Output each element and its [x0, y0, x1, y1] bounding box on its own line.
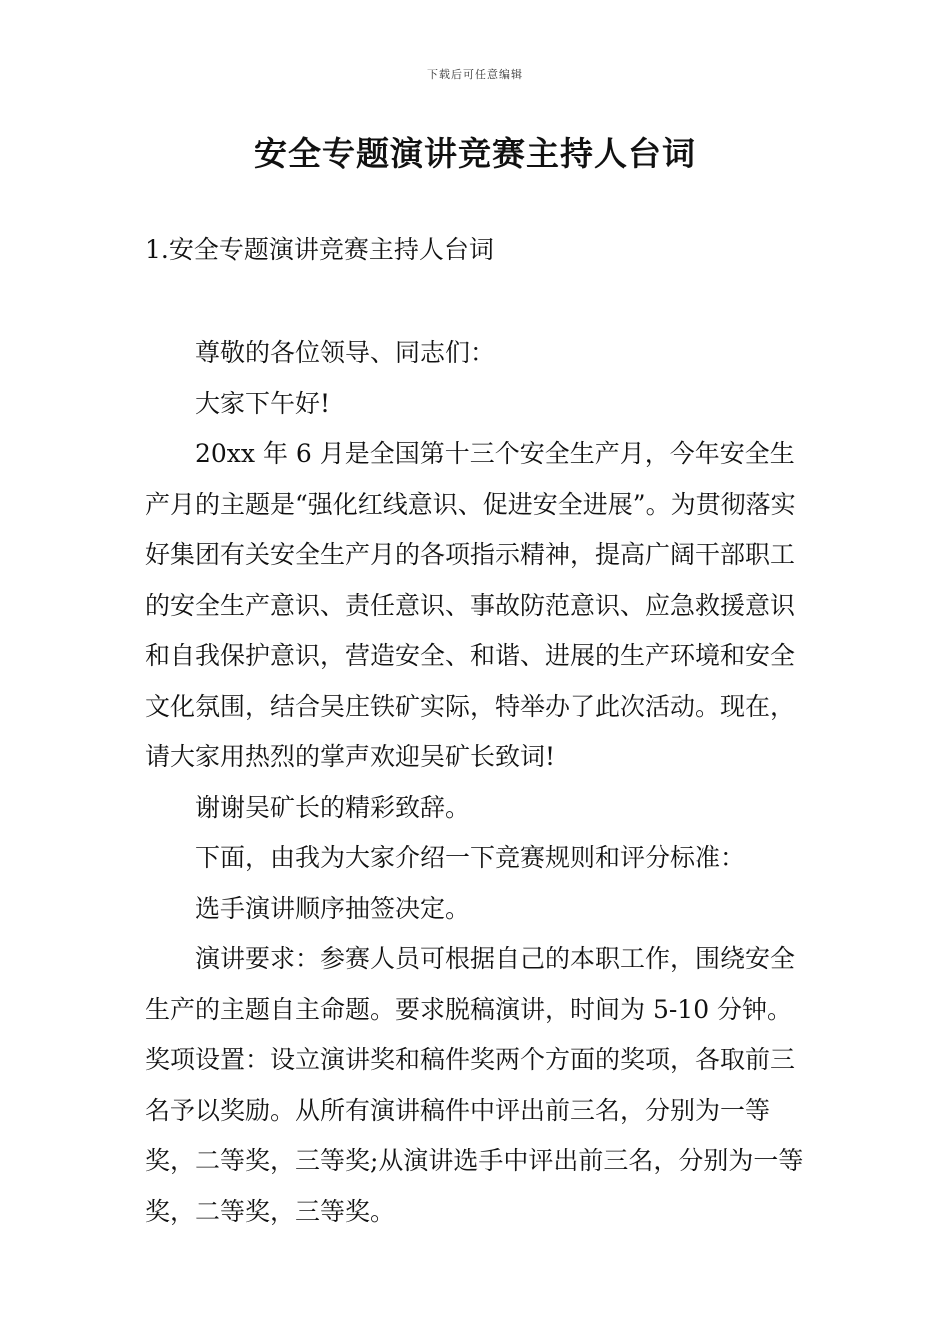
section-heading: 1.安全专题演讲竞赛主持人台词: [145, 235, 494, 264]
paragraph-good-afternoon: 大家下午好!: [195, 388, 331, 418]
paragraph-order: 选手演讲顺序抽签决定。: [195, 893, 471, 923]
paragraph-greeting: 尊敬的各位领导、同志们：: [195, 338, 496, 367]
document-title: 安全专题演讲竞赛主持人台词: [254, 134, 696, 173]
paragraph-safety-month: 20xx 年 6 月是全国第十三个安全生产月，今年安全生产月的主题是“强化红线意识、促进安全进展”。为贯彻落实好集团有关安全生产月的各项指示精神，提高广阔干部职工的安全生产意识、责任意识、事故防范意识、应急救援意识和自我保护意识，营造安全、和谐、进展的生产环境和安全文化氛围，结合吴庄铁矿实际，特举办了此次活动。现在，请大家用热烈的掌声欢迎吴矿长致词!: [145, 439, 796, 771]
paragraph-requirements: 演讲要求：参赛人员可根据自己的本职工作，围绕安全生产的主题自主命题。要求脱稿演讲，时间为 5-10 分钟。: [145, 944, 796, 1024]
header-note: 下载后可任意编辑: [427, 68, 523, 81]
paragraph-thanks: 谢谢吴矿长的精彩致辞。: [195, 792, 471, 822]
document-body: [145, 328, 815, 1237]
paragraph-awards: 奖项设置：设立演讲奖和稿件奖两个方面的奖项，各取前三名予以奖励。从所有演讲稿件中评出前三名，分别为一等奖，二等奖，三等奖;从演讲选手中评出前三名，分别为一等奖，二等奖，三等奖。: [145, 1045, 804, 1226]
paragraph-rules-intro: 下面，由我为大家介绍一下竞赛规则和评分标准：: [195, 843, 746, 872]
